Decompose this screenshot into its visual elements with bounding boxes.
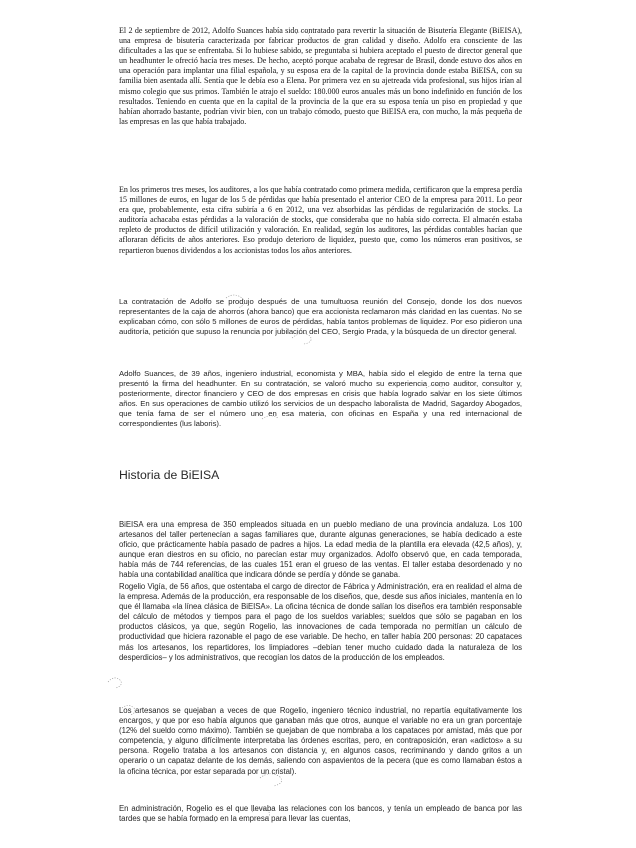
paragraph-5: BiEISA era una empresa de 350 empleados situada en un pueblo mediano de una provincia andaluza. Los 100 artesanos del taller pertenecían a sagas familiares que, durante algunas generaciones, se había dedicado a este oficio, que prácticamente había pasado de padres a hijos. La edad media de la plantilla era elevada (42,5 años), y, aunque eran diestros en su oficio, no parecían estar muy organizados. Adolfo observó que, en cada temporada, había más de 744 referencias, de las cuales 151 eran el grueso de las ventas. El taller estaba desordenado y no había una contabilidad analítica que indicara dónde se perdía y dónde se ganaba. <box>119 520 522 580</box>
paragraph-1: El 2 de septiembre de 2012, Adolfo Suances había sido contratado para revertir la situación de Bisutería Elegante (BiEISA), una empresa de bisutería caracterizada por fabricar productos de gran calidad y diseño. Adolfo era consciente de las dificultades a las que se enfrentaba. Si lo hubiese sabido, se preguntaba si hubiera aceptado el puesto de director general que un headhunter le ofreció hacía tres meses. De hecho, aceptó porque acababa de regresar de Brasil, donde estuvo dos años en una operación para implantar una filial española, y su esposa era de la capital de la provincia donde estaba BiEISA, con su familia bien asentada allí. Sentía que le debía eso a Elena. Por primera vez en su ajetreada vida profesional, sus hijos irían al mismo colegio que sus primos. También le atrajo el sueldo: 180.000 euros anuales más un bono indefinido en función de los resultados. Teniendo en cuenta que en la capital de la provincia de la que era su esposa tenía un piso en propiedad y que habían ahorrado bastante, podrían vivir bien, con un trabajo cómodo, puesto que BiEISA era, con mucho, la más pequeña de las empresas en las que había trabajado. <box>119 26 522 126</box>
paragraph-4: Adolfo Suances, de 39 años, ingeniero industrial, economista y MBA, había sido el elegido de entre la terna que presentó la firma del headhunter. En su contratación, se valoró mucho su experiencia como auditor, consultor y, posteriormente, director financiero y CEO de dos empresas en crisis que había logrado salvar en los siete últimos años. En sus operaciones de cambio utilizó los servicios de un despacho laboralista de Madrid, Sagardoy Abogados, que tenía fama de ser el número uno en esa materia, con oficinas en España y una red internacional de correspondientes (lus laboris). <box>119 369 522 429</box>
paragraph-6: Rogelio Vigía, de 56 años, que ostentaba el cargo de director de Fábrica y Administración, era en realidad el alma de la empresa. Además de la producción, era responsable de los diseños, que, desde sus años iniciales, mantenía en lo que él llamaba «la línea clásica de BiEISA». La oficina técnica de donde salían los diseños era también responsable del cálculo de métodos y tiempos para el pago de los sueldos variables; sueldos que sólo se pagaban en los productos clásicos, ya que, según Rogelio, las innovaciones de cada temporada no permitían un cálculo de productividad que hiciera razonable el pago de ese variable. De hecho, en taller había 200 personas: 20 capataces más los artesanos, los repartidores, los limpiadores –debían tener mucho cuidado dada la naturaleza de los desperdicios– y los administrativos, que recogían los datos de la producción de los empleados. <box>119 582 522 662</box>
paragraph-7: Los artesanos se quejaban a veces de que Rogelio, ingeniero técnico industrial, no repartía equitativamente los encargos, y que por eso había algunos que ganaban más que otros, aunque el variable no era un gran porcentaje (12% del sueldo como máximo). También se quejaban de que nombraba a los capataces por amistad, más que por competencia, y alguno difícilmente interpretaba las órdenes escritas, pero, en contraposición, eran «adictos» a su persona. Rogelio trataba a los artesanos con distancia y, en algunos casos, recriminando y dando gritos a un operario o un capataz delante de los demás, saliendo con aspavientos de la pecera (que es como llamaban éstos a la oficina técnica, por estar separada por un cristal). <box>119 706 522 776</box>
section-heading: Historia de BiEISA <box>119 468 220 482</box>
scan-speck <box>108 678 121 688</box>
paragraph-2: En los primeros tres meses, los auditores, a los que había contratado como primera medida, certificaron que la empresa perdía 15 millones de euros, en lugar de los 5 de pérdidas que había presentado el anterior CEO de la empresa para 2011. Lo peor era que, probablemente, esta cifra subiría a 6 en 2012, una vez absorbidas las pérdidas de regularización de stocks. La auditoría achacaba estas pérdidas a la valoración de stocks, que consideraba que no había sido correcta. El almacén estaba repleto de productos de difícil utilización y valoración. En realidad, según los auditores, las pérdidas contables hacían que afloraran déficits de años anteriores. Eso produjo deterioro de liquidez, puesto que, como los números eran positivos, se repartieron buenos dividendos a los accionistas todos los años anteriores. <box>119 185 522 255</box>
paragraph-3: La contratación de Adolfo se produjo después de una tumultuosa reunión del Consejo, donde los dos nuevos representantes de la caja de ahorros (ahora banco) que era accionista reclamaron más claridad en las cuentas. No se explicaban cómo, con sólo 5 millones de euros de pérdidas, había tantos problemas de liquidez. Por eso pidieron una auditoría, petición que supuso la renuncia por jubilación del CEO, Sergio Prada, y la búsqueda de un director general. <box>119 297 522 337</box>
paragraph-8: En administración, Rogelio es el que llevaba las relaciones con los bancos, y tenía un empleado de banca por las tardes que se había formado en la empresa para llevar las cuentas, <box>119 804 522 824</box>
